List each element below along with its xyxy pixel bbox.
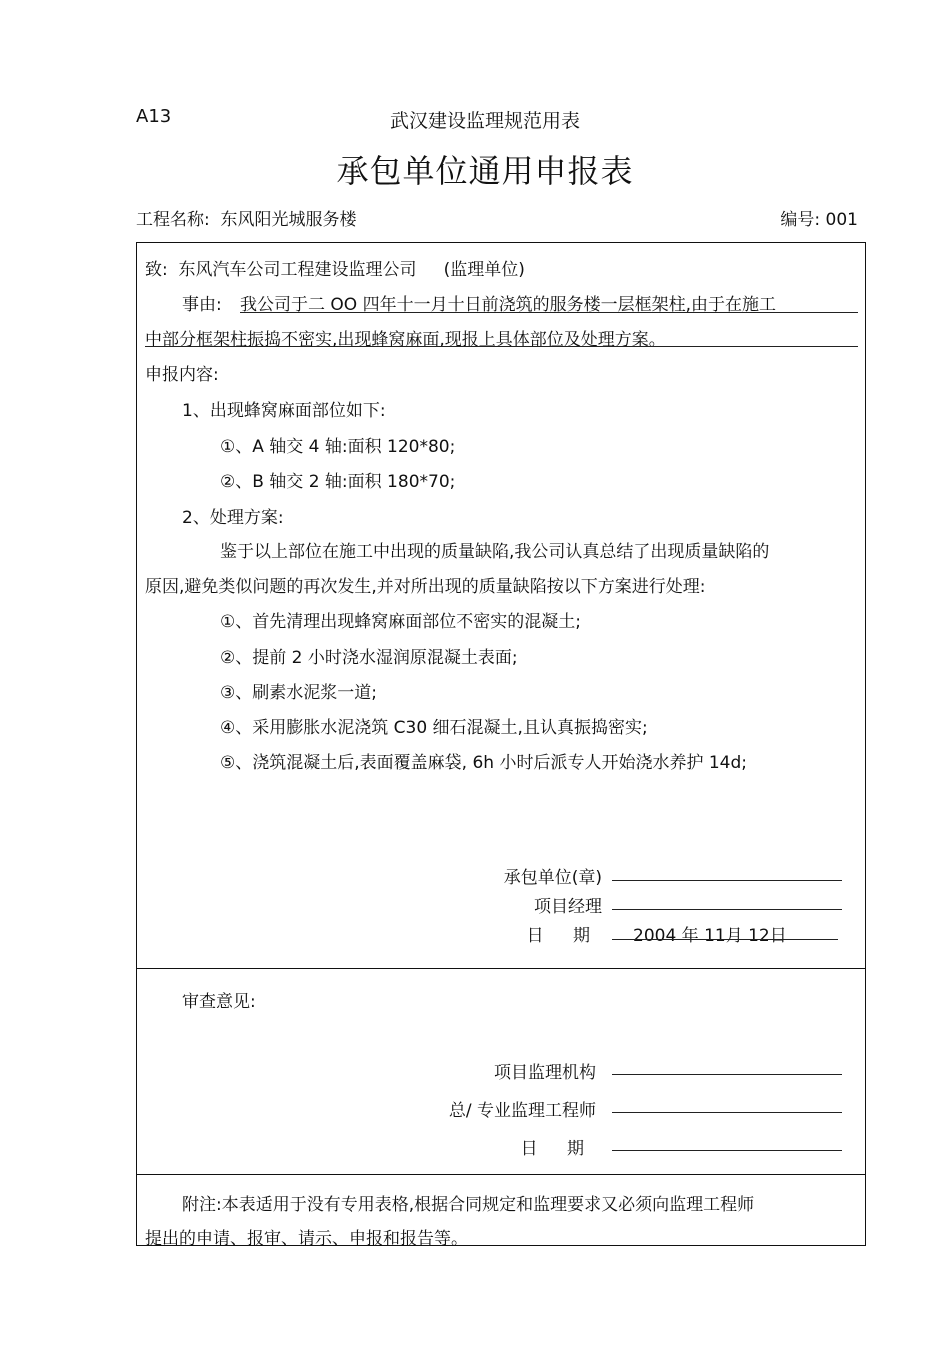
treatment-paragraph-line-1: 鉴于以上部位在施工中出现的质量缺陷,我公司认真总结了出现质量缺陷的 (220, 542, 770, 562)
treatment-step-2: ②、提前 2 小时浇水湿润原混凝土表面; (220, 648, 518, 668)
standard-name: 武汉建设监理规范用表 (389, 110, 580, 132)
serial-number: 001 (825, 210, 858, 230)
note-line-1: 附注:本表适用于没有专用表格,根据合同规定和监理要求又必须向监理工程师 (182, 1195, 755, 1215)
supervisor-company: 东风汽车公司工程建设监理公司 (178, 260, 417, 280)
treatment-step-3: ③、刷素水泥浆一道; (220, 683, 377, 703)
defect-location-1: ①、A 轴交 4 轴:面积 120*80; (220, 437, 456, 457)
review-label: 审查意见: (182, 992, 256, 1012)
section-divider-note (136, 1174, 866, 1175)
supervision-org-label: 项目监理机构 (494, 1063, 596, 1083)
reason-line-1: 我公司于二 OO 四年十一月十日前浇筑的服务楼一层框架柱,由于在施工 (240, 295, 776, 315)
review-date-label: 日 期 (520, 1139, 596, 1159)
content-label: 申报内容: (145, 365, 219, 385)
serial-label: 编号: (780, 210, 821, 230)
section-divider-review (136, 968, 866, 969)
addressee-row (145, 255, 525, 280)
chief-engineer-signature-line[interactable] (612, 1112, 842, 1113)
project-label: 工程名称: (136, 210, 210, 230)
treatment-step-1: ①、首先清理出现蜂窝麻面部位不密实的混凝土; (220, 612, 581, 632)
project-name: 东风阳光城服务楼 (220, 210, 357, 230)
reason-underline-1 (240, 312, 858, 313)
contractor-unit-signature-line[interactable] (612, 880, 842, 881)
contractor-date-value: 2004 年 11月 12日 (633, 926, 787, 946)
contractor-unit-label: 承包单位(章) (503, 868, 602, 888)
review-date-line[interactable] (612, 1150, 842, 1151)
reason-underline-2 (145, 346, 858, 347)
treatment-step-5: ⑤、浇筑混凝土后,表面覆盖麻袋, 6h 小时后派专人开始浇水养护 14d; (220, 753, 747, 773)
section-2-heading: 2、处理方案: (182, 508, 284, 528)
supervisor-unit-suffix: (监理单位) (443, 260, 525, 280)
contractor-date-line (612, 939, 838, 940)
form-code: A13 (136, 106, 172, 127)
section-1-heading: 1、出现蜂窝麻面部位如下: (182, 401, 386, 421)
supervision-org-signature-line[interactable] (612, 1074, 842, 1075)
defect-location-2: ②、B 轴交 2 轴:面积 180*70; (220, 472, 456, 492)
to-label: 致: (145, 260, 168, 280)
treatment-paragraph-line-2: 原因,避免类似问题的再次发生,并对所出现的质量缺陷按以下方案进行处理: (145, 577, 706, 597)
note-line-2: 提出的申请、报审、请示、申报和报告等。 (145, 1229, 468, 1249)
project-manager-label: 项目经理 (534, 897, 602, 917)
project-name-row (136, 205, 357, 230)
reason-line-2: 中部分框架柱振捣不密实,出现蜂窝麻面,现报上具体部位及处理方案。 (145, 330, 666, 350)
page-title: 承包单位通用申报表 (336, 152, 634, 190)
treatment-step-4: ④、采用膨胀水泥浇筑 C30 细石混凝土,且认真振捣密实; (220, 718, 648, 738)
project-manager-signature-line[interactable] (612, 909, 842, 910)
chief-engineer-label: 总/ 专业监理工程师 (448, 1101, 596, 1121)
contractor-date-label: 日 期 (526, 926, 602, 946)
serial-number-row (780, 205, 858, 230)
reason-label: 事由: (182, 295, 222, 315)
